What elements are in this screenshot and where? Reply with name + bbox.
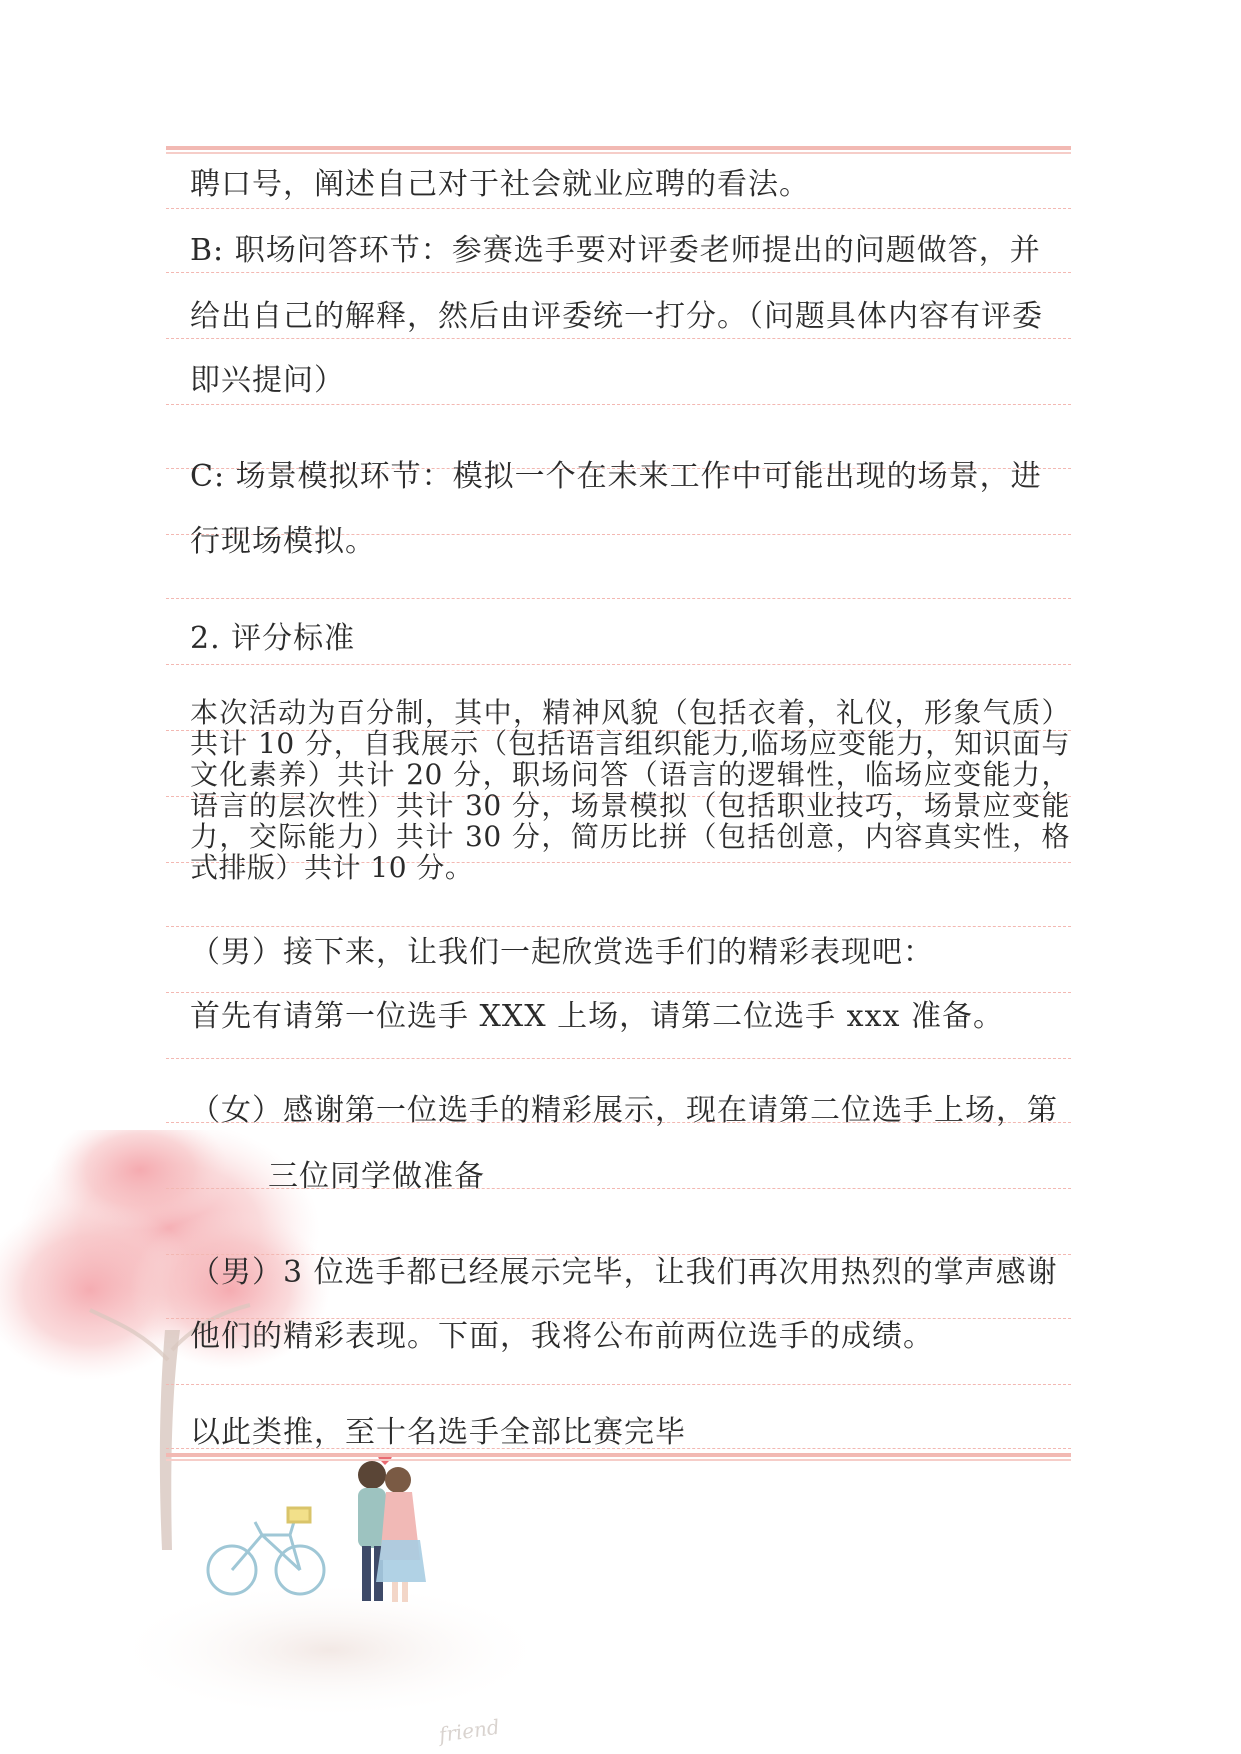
section-heading-scoring: 2. 评分标准: [190, 621, 356, 656]
host-female-line-1: （女）感谢第一位选手的精彩展示，现在请第二位选手上场，第: [190, 1093, 1058, 1128]
text-line-recruit-slogan: 聘口号，阐述自己对于社会就业应聘的看法。: [190, 167, 810, 202]
couple-icon: [358, 1453, 426, 1602]
top-border-rule: [166, 146, 1071, 156]
text-line-section-b-3: 即兴提问）: [190, 363, 345, 398]
watermark-text: friend: [437, 1714, 501, 1747]
bottom-border-rule: [166, 1453, 1071, 1463]
text-line-section-b-1: B: 职场问答环节：参赛选手要对评委老师提出的问题做答，并: [190, 233, 1041, 268]
host-line-first-contestant: 首先有请第一位选手 XXX 上场，请第二位选手 xxx 准备。: [190, 999, 1004, 1034]
host-female-line-2: 三位同学做准备: [268, 1159, 485, 1194]
text-line-section-c-1: C: 场景模拟环节：模拟一个在未来工作中可能出现的场景，进: [190, 459, 1042, 494]
host-male-line-3: 他们的精彩表现。下面，我将公布前两位选手的成绩。: [190, 1319, 934, 1354]
closing-line: 以此类推，至十名选手全部比赛完毕: [190, 1415, 686, 1450]
host-male-line-2: （男）3 位选手都已经展示完毕，让我们再次用热烈的掌声感谢: [190, 1255, 1058, 1290]
scoring-criteria-paragraph: 本次活动为百分制，其中，精神风貌（包括衣着，礼仪，形象气质）共计 10 分，自我展示（包括语言组织能力,临场应变能力，知识面与文化素养）共计 20 分，职场问答（语言的逻辑性，临场应变能力，语言的层次性）共计 30 分，场景模拟（包括职业技巧，场景应变能力，交际能力）共计 30 分，简历比拼（包括创意，内容真实性，格式排版）共计 10 分。: [190, 696, 1070, 884]
text-line-section-b-2: 给出自己的解释，然后由评委统一打分。（问题具体内容有评委: [190, 299, 1043, 334]
text-line-section-c-2: 行现场模拟。: [190, 524, 376, 559]
host-male-line-1: （男）接下来，让我们一起欣赏选手们的精彩表现吧：: [190, 935, 934, 970]
